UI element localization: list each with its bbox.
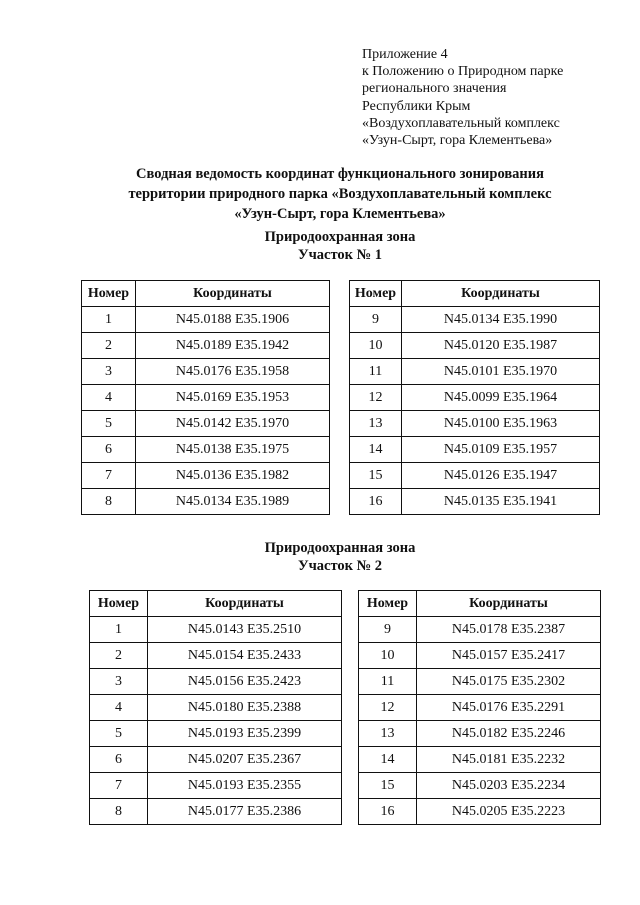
table-row <box>90 643 342 669</box>
zone-title: Природоохранная зона <box>264 540 416 556</box>
point-number: 7 <box>90 773 148 799</box>
point-number: 4 <box>82 385 136 411</box>
point-number: 13 <box>359 721 417 747</box>
point-coordinates: N45.0181 E35.2232 <box>417 747 601 773</box>
point-number: 10 <box>359 643 417 669</box>
column-header-number: Номер <box>350 281 402 307</box>
table-row <box>82 307 330 333</box>
point-coordinates: N45.0207 E35.2367 <box>148 747 342 773</box>
table-header-row <box>350 281 600 307</box>
column-header-number: Номер <box>359 591 417 617</box>
table-row <box>350 333 600 359</box>
point-number: 14 <box>350 437 402 463</box>
appendix-line: Приложение 4 <box>362 47 448 62</box>
point-number: 1 <box>82 307 136 333</box>
appendix-header <box>362 46 632 149</box>
appendix-line: регионального значения <box>362 81 507 97</box>
table-row <box>350 463 600 489</box>
point-number: 7 <box>82 463 136 489</box>
table-row <box>350 359 600 385</box>
table-row <box>350 437 600 463</box>
table-row <box>82 359 330 385</box>
table-row <box>359 747 601 773</box>
table-row <box>350 411 600 437</box>
point-number: 1 <box>90 617 148 643</box>
point-coordinates: N45.0176 E35.2291 <box>417 695 601 721</box>
point-number: 12 <box>350 385 402 411</box>
column-header-number: Номер <box>82 281 136 307</box>
point-number: 11 <box>350 359 402 385</box>
plot-title: Участок № 1 <box>297 247 383 263</box>
column-header-coordinates: Координаты <box>417 591 601 617</box>
table-row <box>359 721 601 747</box>
point-number: 10 <box>350 333 402 359</box>
table-row <box>350 489 600 515</box>
point-coordinates: N45.0177 E35.2386 <box>148 799 342 825</box>
table-row <box>359 669 601 695</box>
point-number: 3 <box>90 669 148 695</box>
table-header-row <box>359 591 601 617</box>
table-row <box>90 799 342 825</box>
point-number: 16 <box>350 489 402 515</box>
column-header-number: Номер <box>90 591 148 617</box>
plot-title: Участок № 2 <box>297 558 383 574</box>
section-1-heading <box>20 228 640 264</box>
appendix-line: Республики Крым <box>362 98 471 114</box>
point-coordinates: N45.0154 E35.2433 <box>148 643 342 669</box>
point-number: 15 <box>350 463 402 489</box>
column-header-coordinates: Координаты <box>148 591 342 617</box>
point-coordinates: N45.0143 E35.2510 <box>148 617 342 643</box>
point-coordinates: N45.0157 E35.2417 <box>417 643 601 669</box>
table-row <box>82 437 330 463</box>
point-coordinates: N45.0203 E35.2234 <box>417 773 601 799</box>
table-row <box>350 385 600 411</box>
point-coordinates: N45.0099 E35.1964 <box>402 385 600 411</box>
title-line: «Узун-Сырт, гора Клементьева» <box>234 206 446 222</box>
table-row <box>90 747 342 773</box>
point-coordinates: N45.0193 E35.2399 <box>148 721 342 747</box>
table-row <box>359 799 601 825</box>
table-row <box>90 617 342 643</box>
point-coordinates: N45.0156 E35.2423 <box>148 669 342 695</box>
zone-title: Природоохранная зона <box>264 229 416 245</box>
point-number: 5 <box>90 721 148 747</box>
point-coordinates: N45.0188 E35.1906 <box>136 307 330 333</box>
section-2-heading <box>20 539 640 575</box>
table-row <box>82 489 330 515</box>
column-header-coordinates: Координаты <box>402 281 600 307</box>
coordinates-table <box>89 590 342 825</box>
point-coordinates: N45.0126 E35.1947 <box>402 463 600 489</box>
point-number: 16 <box>359 799 417 825</box>
point-number: 6 <box>90 747 148 773</box>
table-header-row <box>82 281 330 307</box>
appendix-line: к Положению о Природном парке <box>362 64 564 80</box>
point-coordinates: N45.0100 E35.1963 <box>402 411 600 437</box>
point-number: 9 <box>350 307 402 333</box>
point-number: 8 <box>90 799 148 825</box>
point-coordinates: N45.0193 E35.2355 <box>148 773 342 799</box>
table-row <box>359 643 601 669</box>
table-row <box>90 695 342 721</box>
column-header-coordinates: Координаты <box>136 281 330 307</box>
table-row <box>359 773 601 799</box>
point-coordinates: N45.0205 E35.2223 <box>417 799 601 825</box>
point-coordinates: N45.0176 E35.1958 <box>136 359 330 385</box>
point-number: 15 <box>359 773 417 799</box>
point-coordinates: N45.0180 E35.2388 <box>148 695 342 721</box>
point-coordinates: N45.0142 E35.1970 <box>136 411 330 437</box>
appendix-line: «Воздухоплавательный комплекс <box>362 115 560 131</box>
point-number: 3 <box>82 359 136 385</box>
table-row <box>90 721 342 747</box>
appendix-line: «Узун-Сырт, гора Клементьева» <box>362 133 553 149</box>
point-number: 2 <box>90 643 148 669</box>
point-coordinates: N45.0178 E35.2387 <box>417 617 601 643</box>
point-coordinates: N45.0134 E35.1989 <box>136 489 330 515</box>
point-number: 11 <box>359 669 417 695</box>
point-coordinates: N45.0109 E35.1957 <box>402 437 600 463</box>
table-row <box>359 695 601 721</box>
point-number: 6 <box>82 437 136 463</box>
point-coordinates: N45.0175 E35.2302 <box>417 669 601 695</box>
point-number: 4 <box>90 695 148 721</box>
table-header-row <box>90 591 342 617</box>
point-number: 2 <box>82 333 136 359</box>
point-coordinates: N45.0101 E35.1970 <box>402 359 600 385</box>
title-line: территории природного парка «Воздухоплавательный комплекс <box>128 186 552 202</box>
point-coordinates: N45.0138 E35.1975 <box>136 437 330 463</box>
point-coordinates: N45.0134 E35.1990 <box>402 307 600 333</box>
table-row <box>82 333 330 359</box>
table-row <box>350 307 600 333</box>
table-row <box>90 669 342 695</box>
document-title <box>20 164 640 224</box>
point-number: 9 <box>359 617 417 643</box>
point-coordinates: N45.0169 E35.1953 <box>136 385 330 411</box>
point-number: 12 <box>359 695 417 721</box>
table-row <box>82 463 330 489</box>
table-row <box>359 617 601 643</box>
point-number: 13 <box>350 411 402 437</box>
table-row <box>82 411 330 437</box>
point-number: 8 <box>82 489 136 515</box>
coordinates-table <box>81 280 330 515</box>
point-coordinates: N45.0182 E35.2246 <box>417 721 601 747</box>
point-coordinates: N45.0189 E35.1942 <box>136 333 330 359</box>
point-coordinates: N45.0120 E35.1987 <box>402 333 600 359</box>
table-row <box>90 773 342 799</box>
coordinates-table <box>349 280 600 515</box>
table-row <box>82 385 330 411</box>
point-number: 5 <box>82 411 136 437</box>
title-line: Сводная ведомость координат функционального зонирования <box>136 166 544 182</box>
point-coordinates: N45.0135 E35.1941 <box>402 489 600 515</box>
point-number: 14 <box>359 747 417 773</box>
coordinates-table <box>358 590 601 825</box>
point-coordinates: N45.0136 E35.1982 <box>136 463 330 489</box>
